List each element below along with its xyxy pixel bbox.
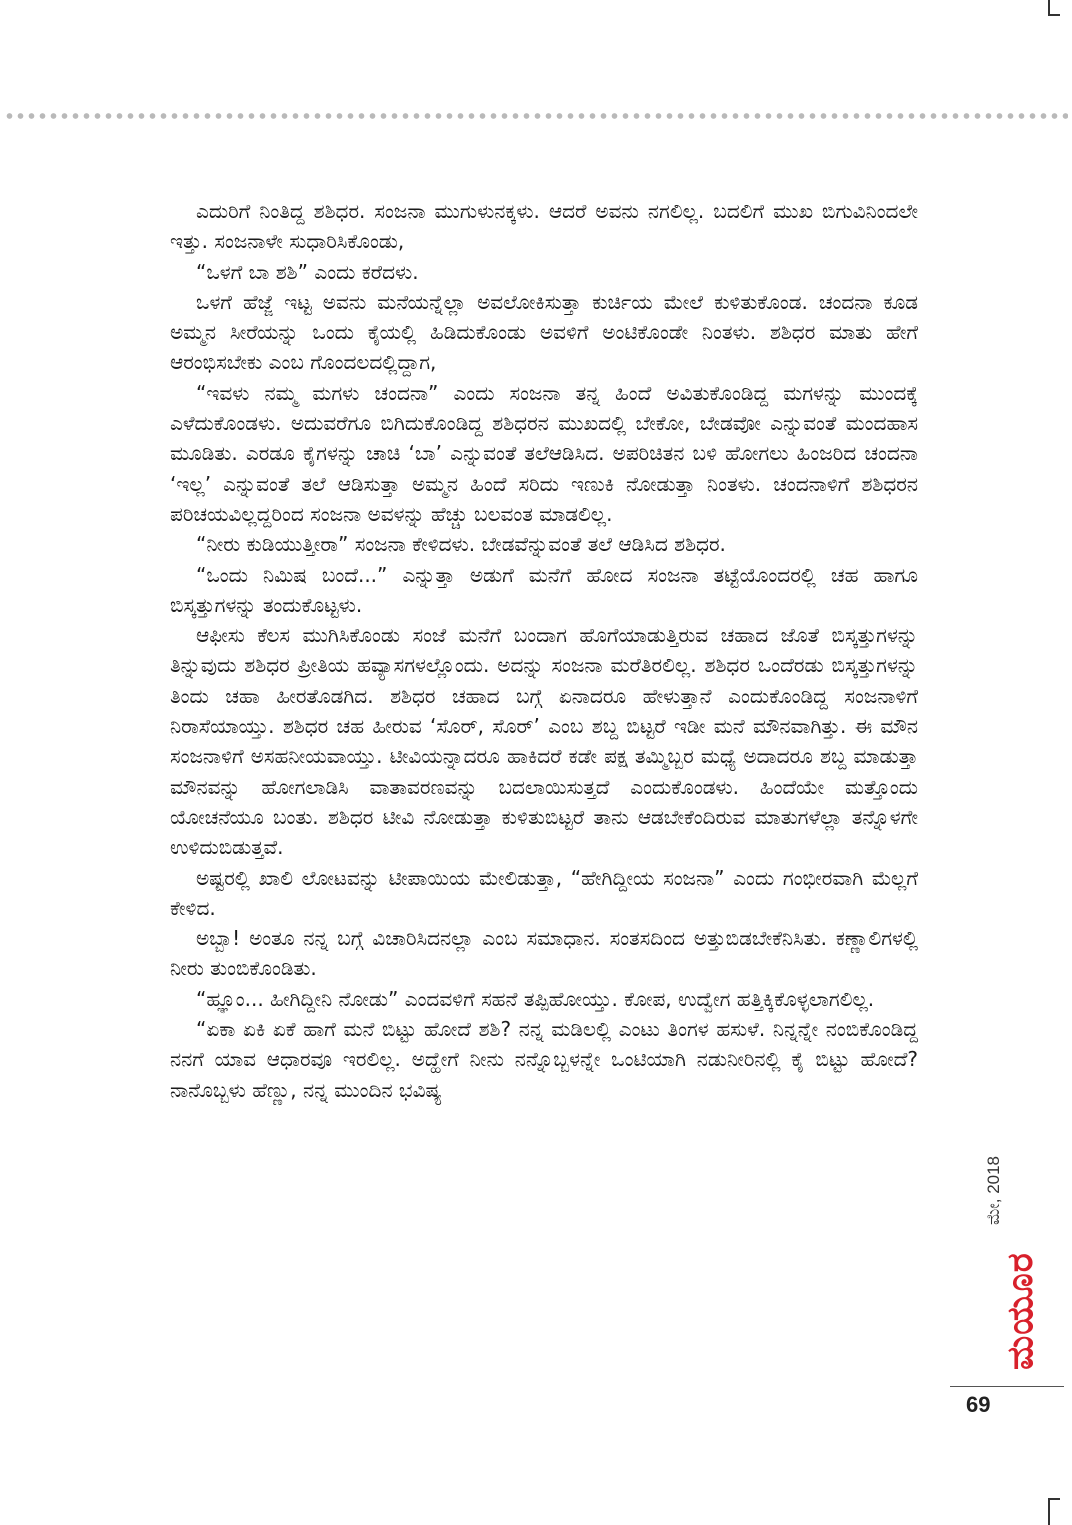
article-body — [170, 196, 918, 1105]
paragraph: “ಏಕಾ ಏಕಿ ಏಕೆ ಹಾಗೆ ಮನೆ ಬಿಟ್ಟು ಹೋದೆ ಶಶಿ? ನನ್ನ ಮಡಿಲಲ್ಲಿ ಎಂಟು ತಿಂಗಳ ಹಸುಳೆ. ನಿನ್ನನ್ನೇ ನಂಬಿಕೊಂಡಿದ್ದ ನನಗೆ ಯಾವ ಆಧಾರವೂ ಇರಲಿಲ್ಲ. ಅದ್ಹೇಗೆ ನೀನು ನನ್ನೊಬ್ಬಳನ್ನೇ ಒಂಟಿಯಾಗಿ ನಡುನೀರಿನಲ್ಲಿ ಕೈ ಬಿಟ್ಟು ಹೋದೆ? ನಾನೊಬ್ಬಳು ಹೆಣ್ಣು, ನನ್ನ ಮುಂದಿನ ಭವಿಷ್ಯ — [170, 1017, 918, 1102]
paragraph: “ಒಳಗೆ ಬಾ ಶಶಿ” ಎಂದು ಕರೆದಳು. — [196, 259, 419, 284]
page-number-rule — [950, 1386, 1064, 1387]
paragraph: “ನೀರು ಕುಡಿಯುತ್ತೀರಾ” ಸಂಜನಾ ಕೇಳಿದಳು. ಬೇಡವೆನ್ನುವಂತೆ ತಲೆ ಆಡಿಸಿದ ಶಶಿಧರ. — [196, 532, 726, 557]
paragraph: ಅಷ್ಟರಲ್ಲಿ ಖಾಲಿ ಲೋಟವನ್ನು ಟೀಪಾಯಿಯ ಮೇಲಿಡುತ್ತಾ, “ಹೇಗಿದ್ದೀಯ ಸಂಜನಾ” ಎಂದು ಗಂಭೀರವಾಗಿ ಮೆಲ್ಲಗೆ ಕೇಳಿದ. — [170, 865, 918, 920]
paragraph: ಎದುರಿಗೆ ನಿಂತಿದ್ದ ಶಶಿಧರ. ಸಂಜನಾ ಮುಗುಳುನಕ್ಕಳು. ಆದರೆ ಅವನು ನಗಲಿಲ್ಲ. ಬದಲಿಗೆ ಮುಖ ಬಿಗುವಿನಿಂದಲೇ ಇತ್ತು. ಸಂಜನಾಳೇ ಸುಧಾರಿಸಿಕೊಂಡು, — [170, 199, 918, 254]
issue-date: ಮೇ, 2018 — [984, 1155, 1003, 1225]
paragraph: “ಇವಳು ನಮ್ಮ ಮಗಳು ಚಂದನಾ” ಎಂದು ಸಂಜನಾ ತನ್ನ ಹಿಂದೆ ಅವಿತುಕೊಂಡಿದ್ದ ಮಗಳನ್ನು ಮುಂದಕ್ಕೆ ಎಳೆದುಕೊಂಡಳು. ಅದುವರೆಗೂ ಬಿಗಿದುಕೊಂಡಿದ್ದ ಶಶಿಧರನ ಮುಖದಲ್ಲಿ ಬೇಕೋ, ಬೇಡವೋ ಎನ್ನುವಂತೆ ಮಂದಹಾಸ ಮೂಡಿತು. ಎರಡೂ ಕೈಗಳನ್ನು ಚಾಚಿ ‘ಬಾ’ ಎನ್ನುವಂತೆ ತಲೆಆಡಿಸಿದ. ಅಪರಿಚಿತನ ಬಳಿ ಹೋಗಲು ಹಿಂಜರಿದ ಚಂದನಾ ‘ಇಲ್ಲ’ ಎನ್ನುವಂತೆ ತಲೆ ಆಡಿಸುತ್ತಾ ಅಮ್ಮನ ಹಿಂದೆ ಸರಿದು ಇಣುಕಿ ನೋಡುತ್ತಾ ನಿಂತಳು. ಚಂದನಾಳಿಗೆ ಶಶಿಧರನ ಪರಿಚಯವಿಲ್ಲದ್ದರಿಂದ ಸಂಜನಾ ಅವಳನ್ನು ಹೆಚ್ಚು ಬಲವಂತ ಮಾಡಲಿಲ್ಲ. — [170, 380, 918, 526]
paragraph: ಅಬ್ಬಾ! ಅಂತೂ ನನ್ನ ಬಗ್ಗೆ ವಿಚಾರಿಸಿದನಲ್ಲಾ ಎಂಬ ಸಮಾಧಾನ. ಸಂತಸದಿಂದ ಅತ್ತುಬಿಡಬೇಕೆನಿಸಿತು. ಕಣ್ಣಾಲಿಗಳಲ್ಲಿ ನೀರು ತುಂಬಿಕೊಂಡಿತು. — [170, 926, 918, 981]
magazine-logo: ಮಯೂರ — [1000, 1252, 1041, 1370]
paragraph: ಒಳಗೆ ಹೆಜ್ಜೆ ಇಟ್ಟ ಅವನು ಮನೆಯನ್ನೆಲ್ಲಾ ಅವಲೋಕಿಸುತ್ತಾ ಕುರ್ಚಿಯ ಮೇಲೆ ಕುಳಿತುಕೊಂಡ. ಚಂದನಾ ಕೂಡ ಅಮ್ಮನ ಸೀರೆಯನ್ನು ಒಂದು ಕೈಯಲ್ಲಿ ಹಿಡಿದುಕೊಂಡು ಅವಳಿಗೆ ಅಂಟಿಕೊಂಡೇ ನಿಂತಳು. ಶಶಿಧರ ಮಾತು ಹೇಗೆ ಆರಂಭಿಸಬೇಕು ಎಂಬ ಗೊಂದಲದಲ್ಲಿದ್ದಾಗ, — [170, 289, 918, 375]
paragraph: “ಹ್ಞೂಂ... ಹೀಗಿದ್ದೀನಿ ನೋಡು” ಎಂದವಳಿಗೆ ಸಹನೆ ತಪ್ಪಿಹೋಯ್ತು. ಕೋಪ, ಉದ್ವೇಗ ಹತ್ತಿಕ್ಕಿಕೊಳ್ಳಲಾಗಲಿಲ್ಲ. — [196, 986, 875, 1011]
crop-mark-bottom — [1048, 1498, 1060, 1525]
page-number: 69 — [966, 1392, 991, 1417]
dotted-divider — [4, 112, 1068, 120]
crop-mark-top — [1048, 0, 1060, 16]
paragraph: “ಒಂದು ನಿಮಿಷ ಬಂದೆ...” ಎನ್ನುತ್ತಾ ಅಡುಗೆ ಮನೆಗೆ ಹೋದ ಸಂಜನಾ ತಟ್ಟೆಯೊಂದರಲ್ಲಿ ಚಹ ಹಾಗೂ ಬಿಸ್ಕತ್ತುಗಳನ್ನು ತಂದುಕೊಟ್ಟಳು. — [170, 562, 918, 617]
paragraph: ಆಫೀಸು ಕೆಲಸ ಮುಗಿಸಿಕೊಂಡು ಸಂಜೆ ಮನೆಗೆ ಬಂದಾಗ ಹೊಗೆಯಾಡುತ್ತಿರುವ ಚಹಾದ ಜೊತೆ ಬಿಸ್ಕತ್ತುಗಳನ್ನು ತಿನ್ನುವುದು ಶಶಿಧರ ಪ್ರೀತಿಯ ಹವ್ಯಾಸಗಳಲ್ಲೊಂದು. ಅದನ್ನು ಸಂಜನಾ ಮರೆತಿರಲಿಲ್ಲ. ಶಶಿಧರ ಒಂದೆರಡು ಬಿಸ್ಕತ್ತುಗಳನ್ನು ತಿಂದು ಚಹಾ ಹೀರತೊಡಗಿದ. ಶಶಿಧರ ಚಹಾದ ಬಗ್ಗೆ ಏನಾದರೂ ಹೇಳುತ್ತಾನೆ ಎಂದುಕೊಂಡಿದ್ದ ಸಂಜನಾಳಿಗೆ ನಿರಾಸೆಯಾಯ್ತು. ಶಶಿಧರ ಚಹ ಹೀರುವ ‘ಸೊರ್, ಸೊರ್’ ಎಂಬ ಶಬ್ದ ಬಿಟ್ಟರೆ ಇಡೀ ಮನೆ ಮೌನವಾಗಿತ್ತು. ಈ ಮೌನ ಸಂಜನಾಳಿಗೆ ಅಸಹನೀಯವಾಯ್ತು. ಟೀವಿಯನ್ನಾದರೂ ಹಾಕಿದರೆ ಕಡೇ ಪಕ್ಷ ತಮ್ಮಿಬ್ಬರ ಮಧ್ಯೆ ಅದಾದರೂ ಶಬ್ದ ಮಾಡುತ್ತಾ ಮೌನವನ್ನು ಹೋಗಲಾಡಿಸಿ ವಾತಾವರಣವನ್ನು ಬದಲಾಯಿಸುತ್ತದೆ ಎಂದುಕೊಂಡಳು. ಹಿಂದೆಯೇ ಮತ್ತೊಂದು ಯೋಚನೆಯೂ ಬಂತು. ಶಶಿಧರ ಟೀವಿ ನೋಡುತ್ತಾ ಕುಳಿತುಬಿಟ್ಟರೆ ತಾನು ಆಡಬೇಕೆಂದಿರುವ ಮಾತುಗಳೆಲ್ಲಾ ತನ್ನೊಳಗೇ ಉಳಿದುಬಿಡುತ್ತವೆ. — [170, 623, 918, 860]
